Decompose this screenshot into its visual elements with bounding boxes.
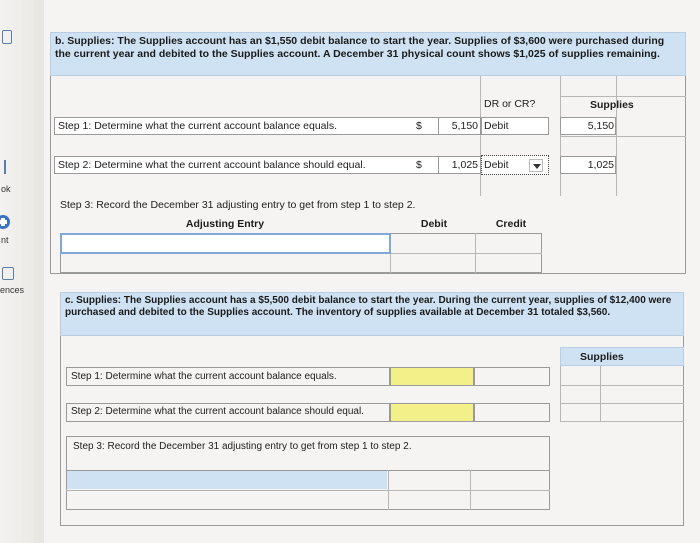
supplies-account-header: Supplies [580, 351, 624, 363]
c-journal-debit-input-row2[interactable] [389, 491, 469, 509]
step3-label: Step 3: Record the December 31 adjusting entry to get from step 1 to step 2. [60, 199, 416, 211]
c-journal-credit-input-row2[interactable] [471, 491, 549, 509]
references-icon[interactable] [2, 267, 14, 280]
step1-label: Step 1: Determine what the current account balance equals. [58, 120, 337, 132]
journal-credit-input-row1[interactable] [477, 235, 541, 252]
c-journal-debit-input-row1[interactable] [389, 471, 469, 489]
c-step1-drcr-input[interactable] [474, 367, 550, 386]
step1-amount[interactable]: 5,150 [451, 120, 478, 132]
c-step2-drcr-input[interactable] [474, 403, 550, 422]
dr-cr-header: DR or CR? [484, 98, 536, 110]
c-step2-amount-input[interactable] [390, 403, 474, 422]
c-step1-label: Step 1: Determine what the current account balance equals. [71, 371, 337, 382]
plus-circle-icon[interactable] [0, 215, 10, 229]
c-step1-amount-input[interactable] [390, 367, 474, 386]
debit-header: Debit [420, 218, 448, 230]
sidebar [0, 0, 34, 543]
dropdown-button[interactable] [529, 159, 543, 172]
currency-symbol: $ [416, 120, 422, 132]
supplies-t-account-value: 1,025 [587, 159, 614, 171]
step1-drcr-value[interactable]: Debit [484, 120, 509, 132]
supplies-account-header: Supplies [590, 99, 634, 111]
c-journal-credit-input-row1[interactable] [471, 471, 549, 489]
bookmark-icon[interactable] [4, 160, 12, 174]
journal-debit-input-row1[interactable] [392, 235, 474, 252]
journal-account-input-row1[interactable] [60, 233, 391, 254]
credit-header: Credit [495, 218, 527, 230]
c-step2-label: Step 2: Determine what the current account balance should equal. [71, 406, 364, 417]
part-b-header: b. Supplies: The Supplies account has an $1,550 debit balance to start the year. Supplies of $3,600 were purchased during the current year and debited to the Supplies account. A December 31 physical count shows $1,025 of supplies remaining. [50, 32, 686, 76]
step2-amount[interactable]: 1,025 [451, 159, 478, 171]
journal-account-input-row2[interactable] [62, 255, 389, 272]
c-step3-label: Step 3: Record the December 31 adjusting entry to get from step 1 to step 2. [73, 441, 412, 452]
currency-symbol: $ [416, 159, 422, 171]
adjusting-entry-header: Adjusting Entry [185, 218, 265, 230]
sidebar-item-label[interactable]: ok [1, 184, 11, 194]
sidebar-item-label[interactable]: ences [0, 285, 25, 295]
c-journal-account-input-row2[interactable] [67, 491, 387, 509]
sidebar-item-label[interactable]: nt [1, 235, 9, 245]
part-c-header: c. Supplies: The Supplies account has a $5,500 debit balance to start the year. During the current year, supplies of $12,400 were purchased and debited to the Supplies account. The inventory of supplies available at December 31 totaled $3,560. [60, 292, 684, 336]
chevron-down-icon [533, 164, 541, 169]
step2-label: Step 2: Determine what the current account balance should equal. [58, 159, 366, 171]
book-icon[interactable] [2, 30, 12, 44]
journal-credit-input-row2[interactable] [477, 255, 541, 272]
step2-drcr-value: Debit [484, 159, 509, 171]
journal-debit-input-row2[interactable] [392, 255, 474, 272]
c-journal-account-input-row1[interactable] [67, 471, 387, 489]
supplies-t-account-value: 5,150 [587, 120, 614, 132]
